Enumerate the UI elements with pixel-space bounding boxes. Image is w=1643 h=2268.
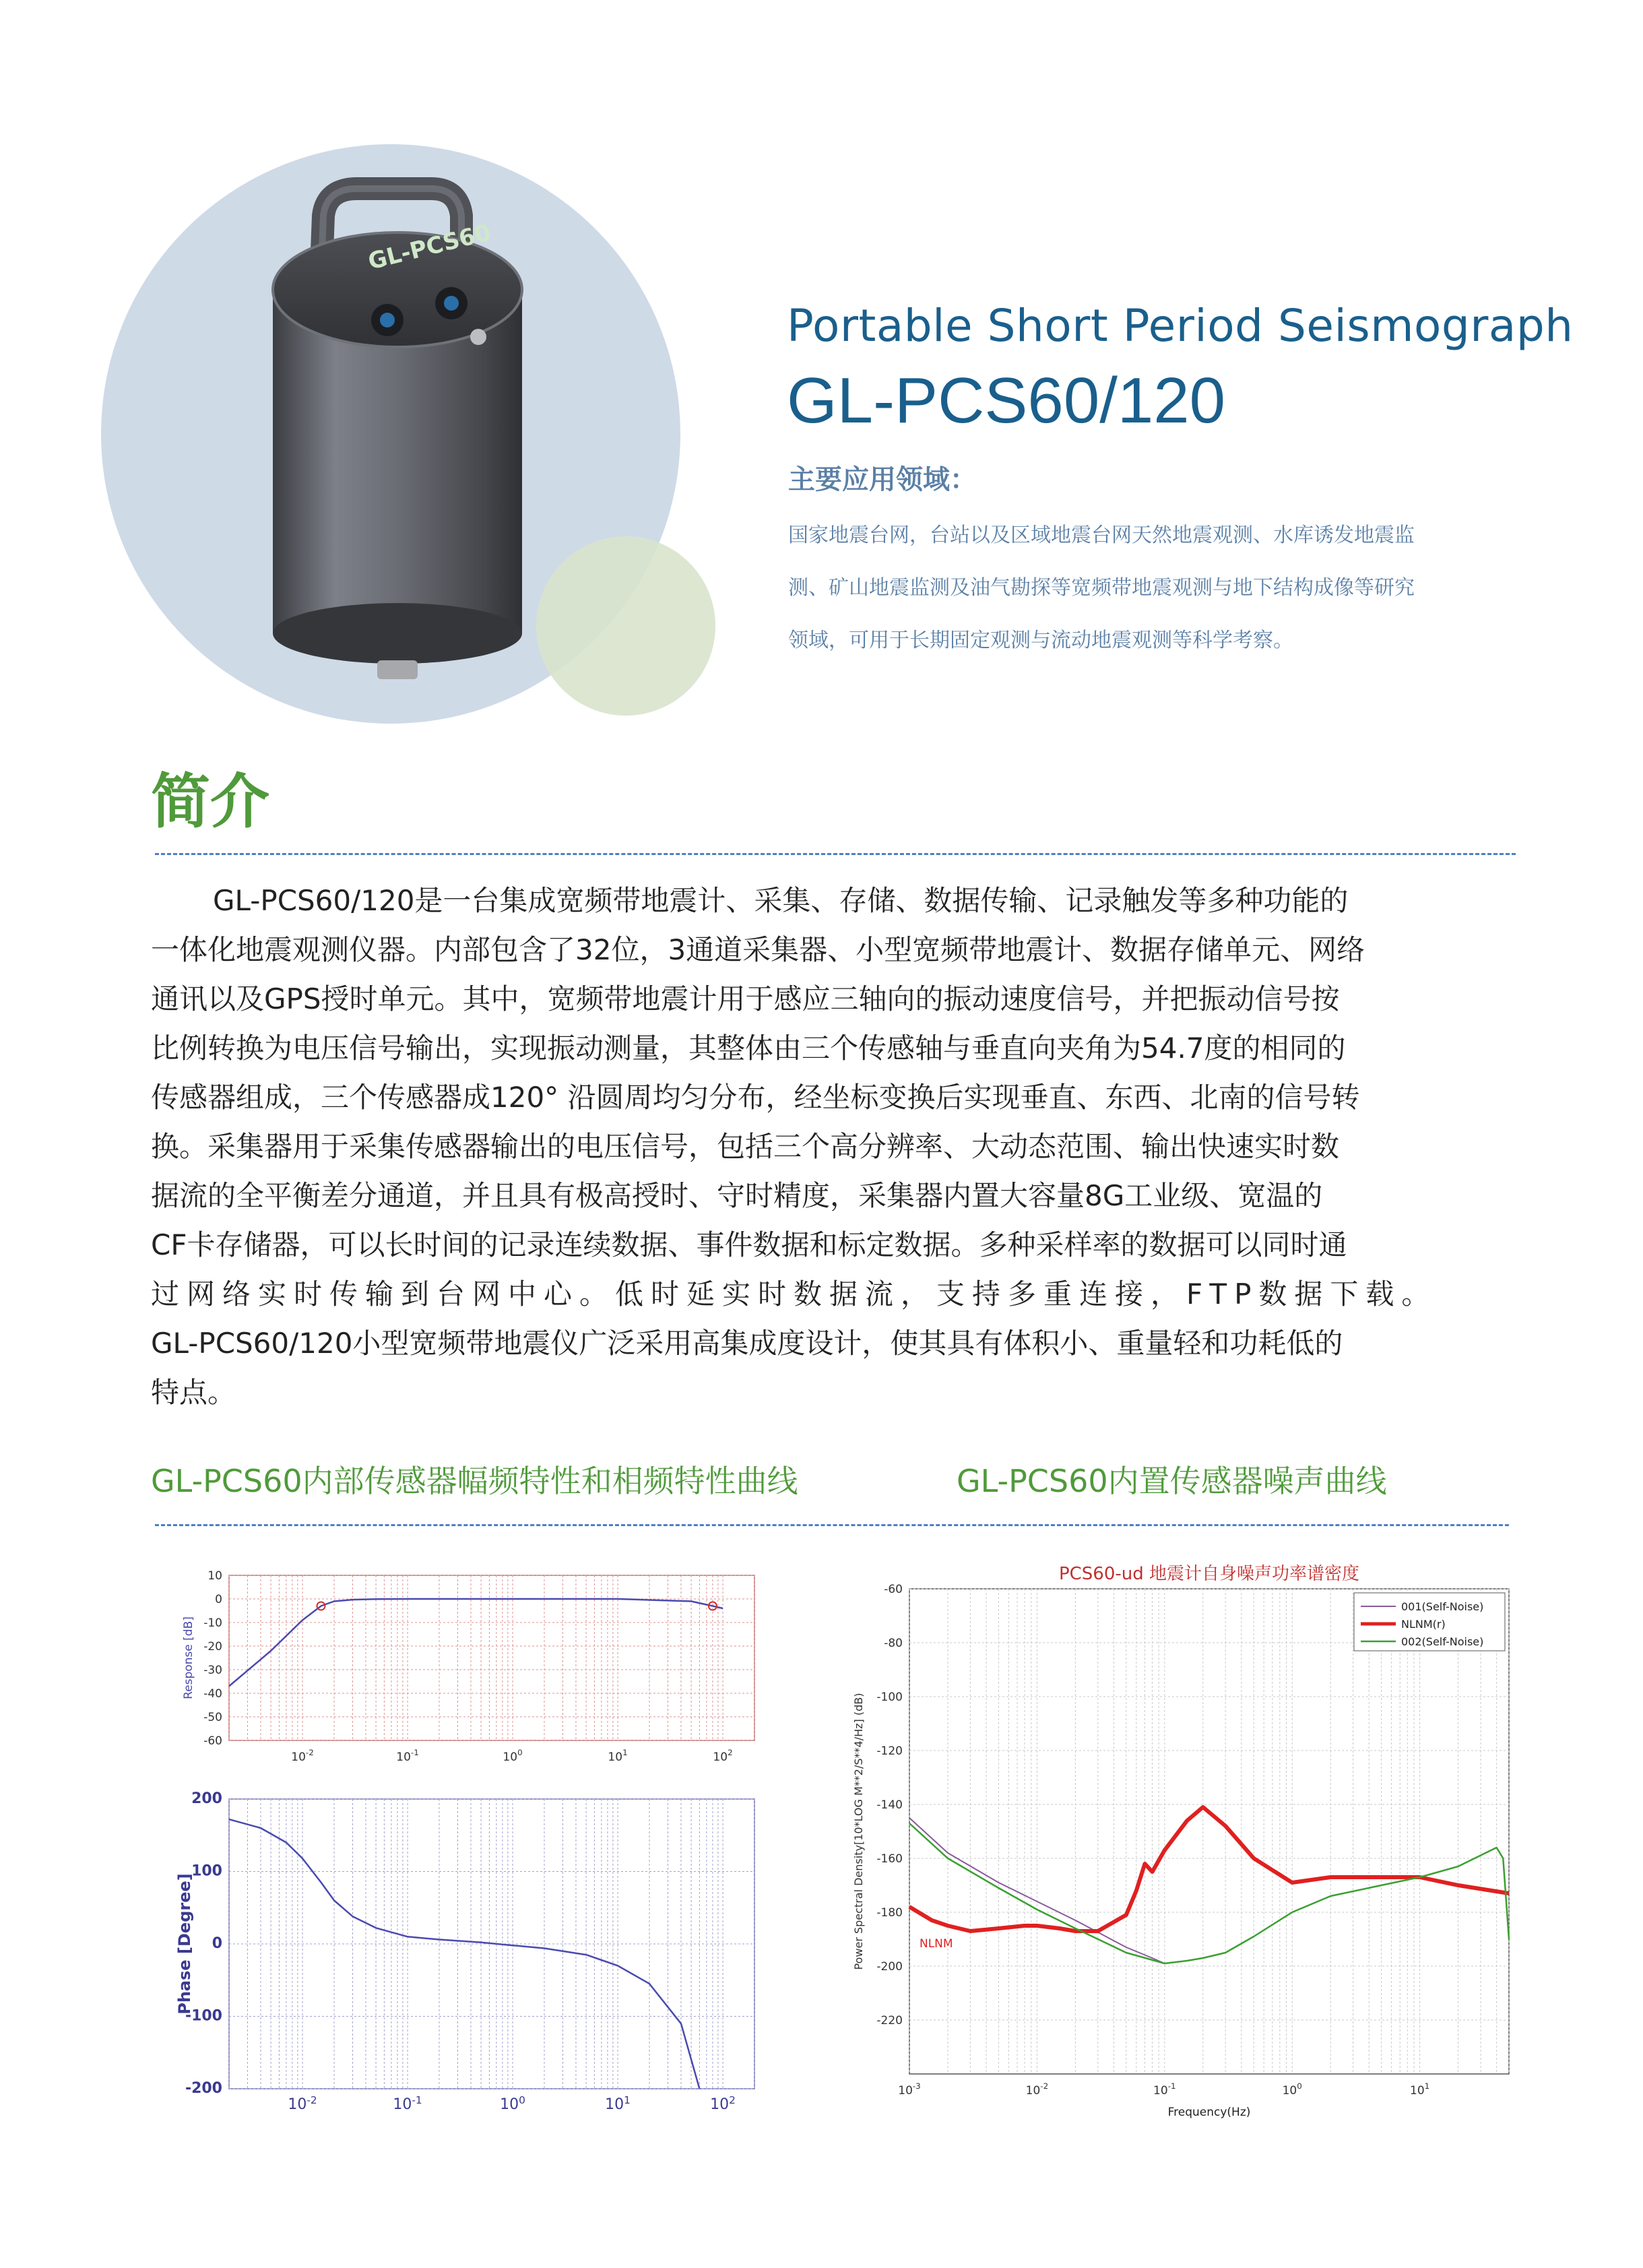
intro-line: 比例转换为电压信号输出，实现振动测量，其整体由三个传感轴与垂直向夹角为54.7度的相同的 <box>151 1032 1346 1065</box>
application-description <box>788 509 1522 667</box>
intro-line: 一体化地震观测仪器。内部包含了32位，3通道采集器、小型宽频带地震计、数据存储单元、网络 <box>151 933 1365 966</box>
chart-title: PCS60-ud 地震计自身噪声功率谱密度 <box>1058 1564 1360 1584</box>
intro-paragraph <box>151 876 1512 1417</box>
y-tick-label: -60 <box>203 1734 222 1748</box>
y-tick-label: 10 <box>207 1569 222 1583</box>
x-tick-label: $10^1$ <box>605 2094 631 2113</box>
x-tick-label: $10^{-2}$ <box>1025 2081 1049 2098</box>
x-tick-label: $10^{-2}$ <box>291 1748 314 1764</box>
x-tick-label: $10^{-1}$ <box>396 1748 419 1764</box>
intro-heading: 简介 <box>151 767 270 836</box>
intro-line: 据流的全平衡差分通道，并且具有极高授时、守时精度，采集器内置大容量8G工业级、宽温的 <box>151 1179 1323 1212</box>
y-tick-label: -60 <box>884 1583 903 1596</box>
noise-curve-caption: GL-PCS60内置传感器噪声曲线 <box>957 1463 1387 1499</box>
noise-psd-chart <box>842 1556 1516 2129</box>
y-tick-label: -140 <box>876 1798 903 1812</box>
y-tick-label: -180 <box>876 1906 903 1920</box>
x-tick-label: $10^{-3}$ <box>898 2081 921 2098</box>
y-axis-label: Power Spectral Density[10*LOG M**2/S**4/Hz] (dB) <box>852 1693 865 1970</box>
y-tick-label: -80 <box>884 1637 903 1650</box>
y-tick-label: 0 <box>212 1935 222 1952</box>
phase-response-chart <box>175 1786 781 2122</box>
product-subtitle: Portable Short Period Seismograph <box>787 300 1574 352</box>
x-tick-label: $10^0$ <box>1282 2081 1302 2098</box>
intro-line: GL-PCS60/120小型宽频带地震仪广泛采用高集成度设计，使其具有体积小、重量轻和功耗低的 <box>151 1327 1343 1360</box>
x-tick-label: $10^2$ <box>710 2094 736 2113</box>
y-tick-label: -220 <box>876 2014 903 2027</box>
intro-line: 换。采集器用于采集传感器输出的电压信号，包括三个高分辨率、大动态范围、输出快速实时数 <box>151 1130 1340 1163</box>
x-tick-label: $10^{-1}$ <box>393 2094 422 2113</box>
y-tick-label: -10 <box>203 1616 222 1630</box>
application-heading: 主要应用领域： <box>788 464 977 495</box>
nlnm-annotation: NLNM <box>919 1937 953 1951</box>
intro-line: 传感器组成，三个传感器成120° 沿圆周均匀分布，经坐标变换后实现垂直、东西、北南的信号转 <box>151 1081 1360 1114</box>
x-tick-label: $10^1$ <box>1410 2081 1430 2098</box>
legend-entry: 002(Self-Noise) <box>1401 1635 1484 1648</box>
y-tick-label: -100 <box>185 2007 222 2025</box>
application-line: 领域，可用于长期固定观测与流动地震观测等科学考察。 <box>788 629 1293 652</box>
legend-entry: NLNM(r) <box>1401 1618 1446 1631</box>
section-divider <box>155 853 1516 855</box>
intro-line: 通讯以及GPS授时单元。其中，宽频带地震计用于感应三轴向的振动速度信号，并把振动信号按 <box>151 982 1340 1015</box>
product-image <box>256 175 546 687</box>
y-tick-label: -40 <box>203 1687 222 1701</box>
application-line: 国家地震台网，台站以及区域地震台网天然地震观测、水库诱发地震监 <box>788 524 1415 547</box>
y-tick-label: -30 <box>203 1664 222 1677</box>
y-tick-label: 200 <box>191 1790 222 1807</box>
y-tick-label: 0 <box>215 1593 222 1606</box>
y-tick-label: -50 <box>203 1711 222 1724</box>
x-tick-label: $10^0$ <box>500 2094 525 2113</box>
intro-line: 特点。 <box>151 1376 236 1409</box>
y-axis-label: Phase [Degree] <box>175 1873 194 2015</box>
amplitude-response-chart <box>175 1563 781 1772</box>
x-tick-label: $10^1$ <box>608 1748 628 1764</box>
x-tick-label: $10^2$ <box>713 1748 733 1764</box>
y-tick-label: 100 <box>191 1862 222 1880</box>
legend-entry: 001(Self-Noise) <box>1401 1600 1484 1613</box>
decorative-green-circle <box>536 536 715 716</box>
section-divider <box>155 1524 1509 1526</box>
x-tick-label: $10^{-2}$ <box>288 2094 317 2113</box>
y-tick-label: -200 <box>185 2080 222 2097</box>
x-axis-label: Frequency(Hz) <box>1167 2106 1251 2119</box>
y-tick-label: -100 <box>876 1691 903 1704</box>
intro-line: 过网络实时传输到台网中心。低时延实时数据流，支持多重连接，FTP数据下载。 <box>151 1278 1438 1311</box>
product-model-title: GL-PCS60/120 <box>787 365 1226 437</box>
plot-area <box>909 1589 1509 2074</box>
y-tick-label: -160 <box>876 1852 903 1866</box>
y-tick-label: -200 <box>876 1960 903 1974</box>
y-tick-label: -120 <box>876 1744 903 1758</box>
frequency-response-caption: GL-PCS60内部传感器幅频特性和相频特性曲线 <box>151 1463 798 1499</box>
application-line: 测、矿山地震监测及油气勘探等宽频带地震观测与地下结构成像等研究 <box>788 576 1415 600</box>
y-axis-label: Response [dB] <box>182 1616 195 1699</box>
x-tick-label: $10^{-1}$ <box>1153 2081 1176 2098</box>
x-tick-label: $10^0$ <box>503 1748 523 1764</box>
y-tick-label: -20 <box>203 1640 222 1653</box>
intro-line: CF卡存储器，可以长时间的记录连续数据、事件数据和标定数据。多种采样率的数据可以同时通 <box>151 1228 1347 1261</box>
device-label: GL-PCS60 <box>365 218 494 276</box>
intro-line: GL-PCS60/120是一台集成宽频带地震计、采集、存储、数据传输、记录触发等多种功能的 <box>213 884 1349 917</box>
